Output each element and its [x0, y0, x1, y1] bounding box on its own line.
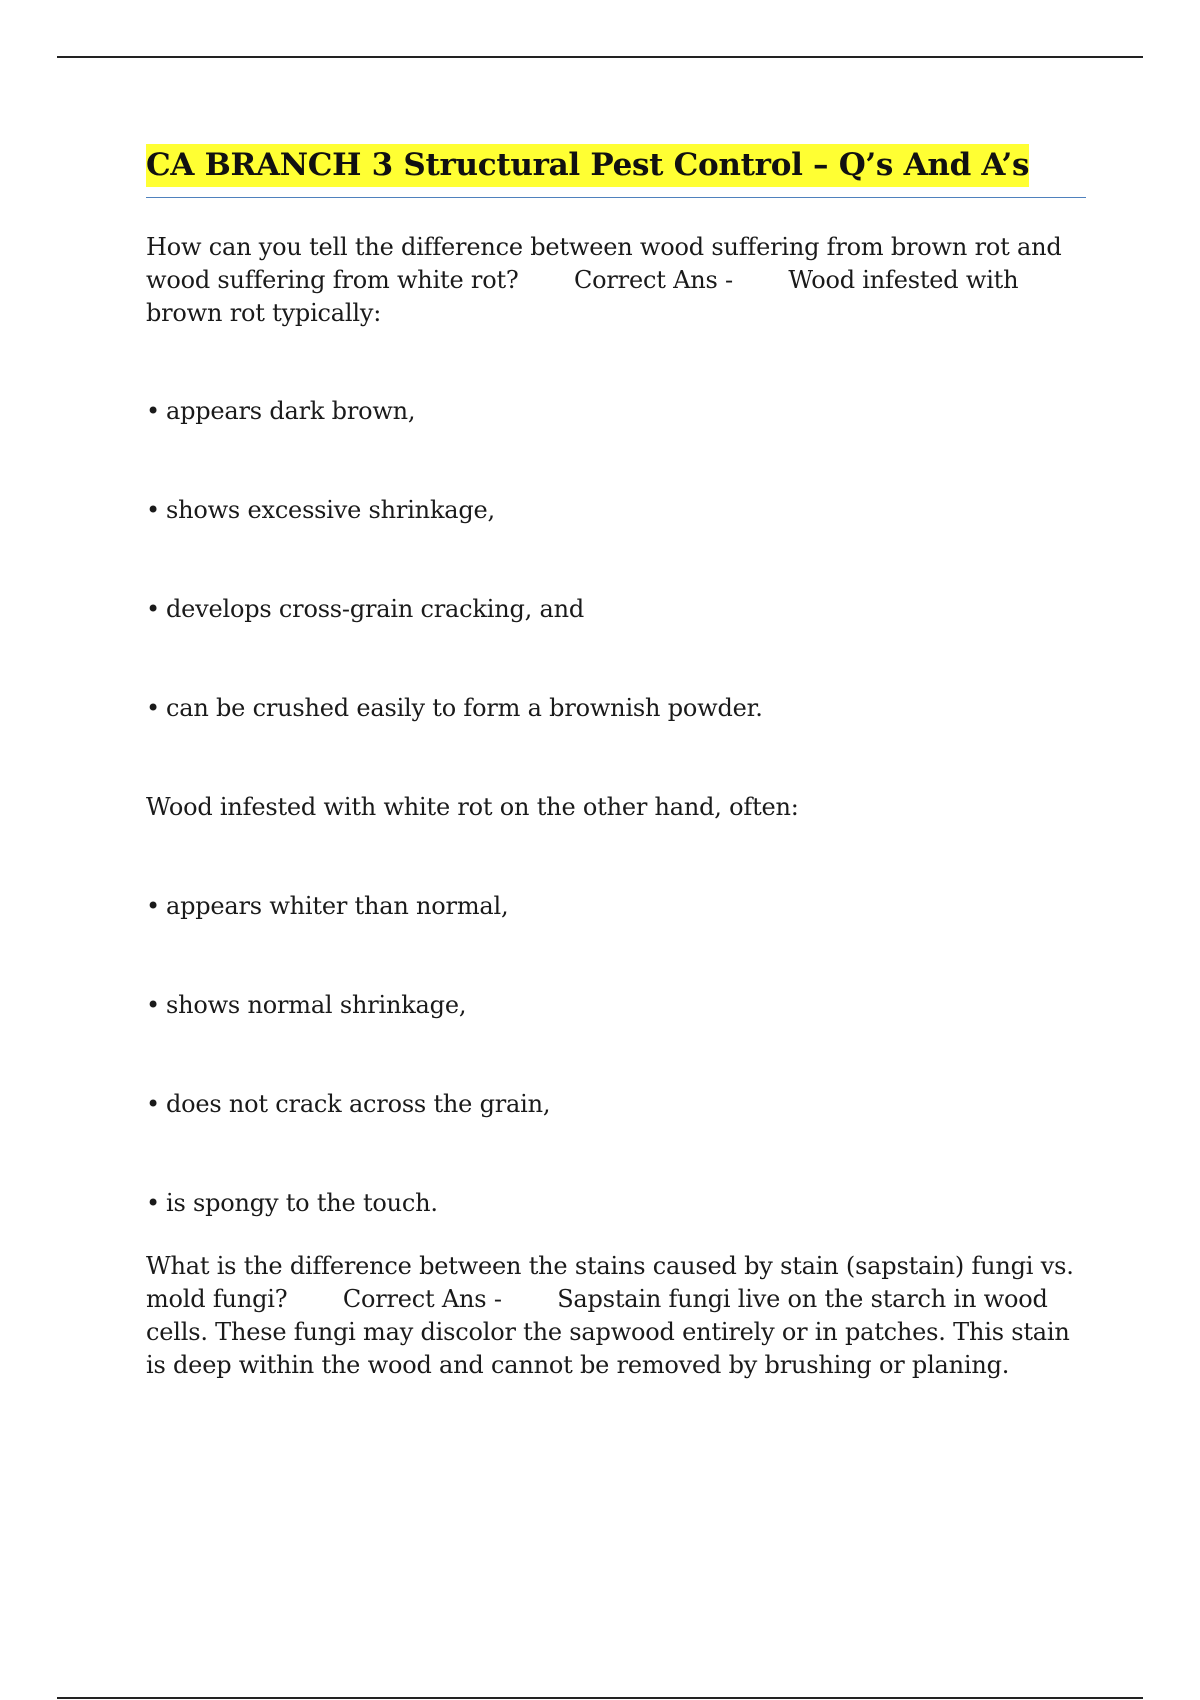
- list-item: • shows excessive shrinkage,: [146, 496, 495, 524]
- list-item: • appears dark brown,: [146, 397, 416, 425]
- bottom-rule: [57, 1697, 1143, 1699]
- list-item: • appears whiter than normal,: [146, 892, 509, 920]
- list-item: • does not crack across the grain,: [146, 1090, 551, 1118]
- bullet-icon: •: [146, 991, 160, 1019]
- qa-1-answer: Wood infested with brown rot typically:: [146, 266, 1019, 327]
- list-item: • can be crushed easily to form a brownish powder.: [146, 694, 763, 722]
- bullet-icon: •: [146, 1090, 160, 1118]
- qa-2-answer-label: Correct Ans -: [342, 1285, 502, 1313]
- top-rule: [57, 56, 1143, 58]
- title-block: [146, 144, 1086, 198]
- bullet-icon: •: [146, 1189, 160, 1217]
- qa-2-answer: Sapstain fungi live on the starch in wood cells. These fungi may discolor the sapwood entirely or in patches. This stain is deep within the wood and cannot be removed by brushing or planing.: [146, 1285, 1070, 1379]
- qa-1-paragraph: [146, 231, 1086, 330]
- bullet-icon: •: [146, 694, 160, 722]
- bullet-icon: •: [146, 595, 160, 623]
- list-item: • is spongy to the touch.: [146, 1189, 438, 1217]
- document-page: [146, 144, 1086, 1382]
- bullet-icon: •: [146, 892, 160, 920]
- qa-1-answer-label: Correct Ans -: [574, 266, 733, 294]
- bullet-icon: •: [146, 496, 160, 524]
- list-item: • develops cross-grain cracking, and: [146, 595, 585, 623]
- qa-1-question: How can you tell the difference between wood suffering from brown rot and wood suffering from white rot?: [146, 233, 1062, 294]
- white-rot-intro: Wood infested with white rot on the other hand, often:: [146, 793, 799, 821]
- qa-2-question: What is the difference between the stains caused by stain (sapstain) fungi vs. mold fungi?: [146, 1252, 1074, 1313]
- list-item: • shows normal shrinkage,: [146, 991, 467, 1019]
- document-title: CA BRANCH 3 Structural Pest Control – Q’s And A’s: [146, 144, 1029, 187]
- qa-2-paragraph: [146, 1250, 1086, 1382]
- bullet-icon: •: [146, 397, 160, 425]
